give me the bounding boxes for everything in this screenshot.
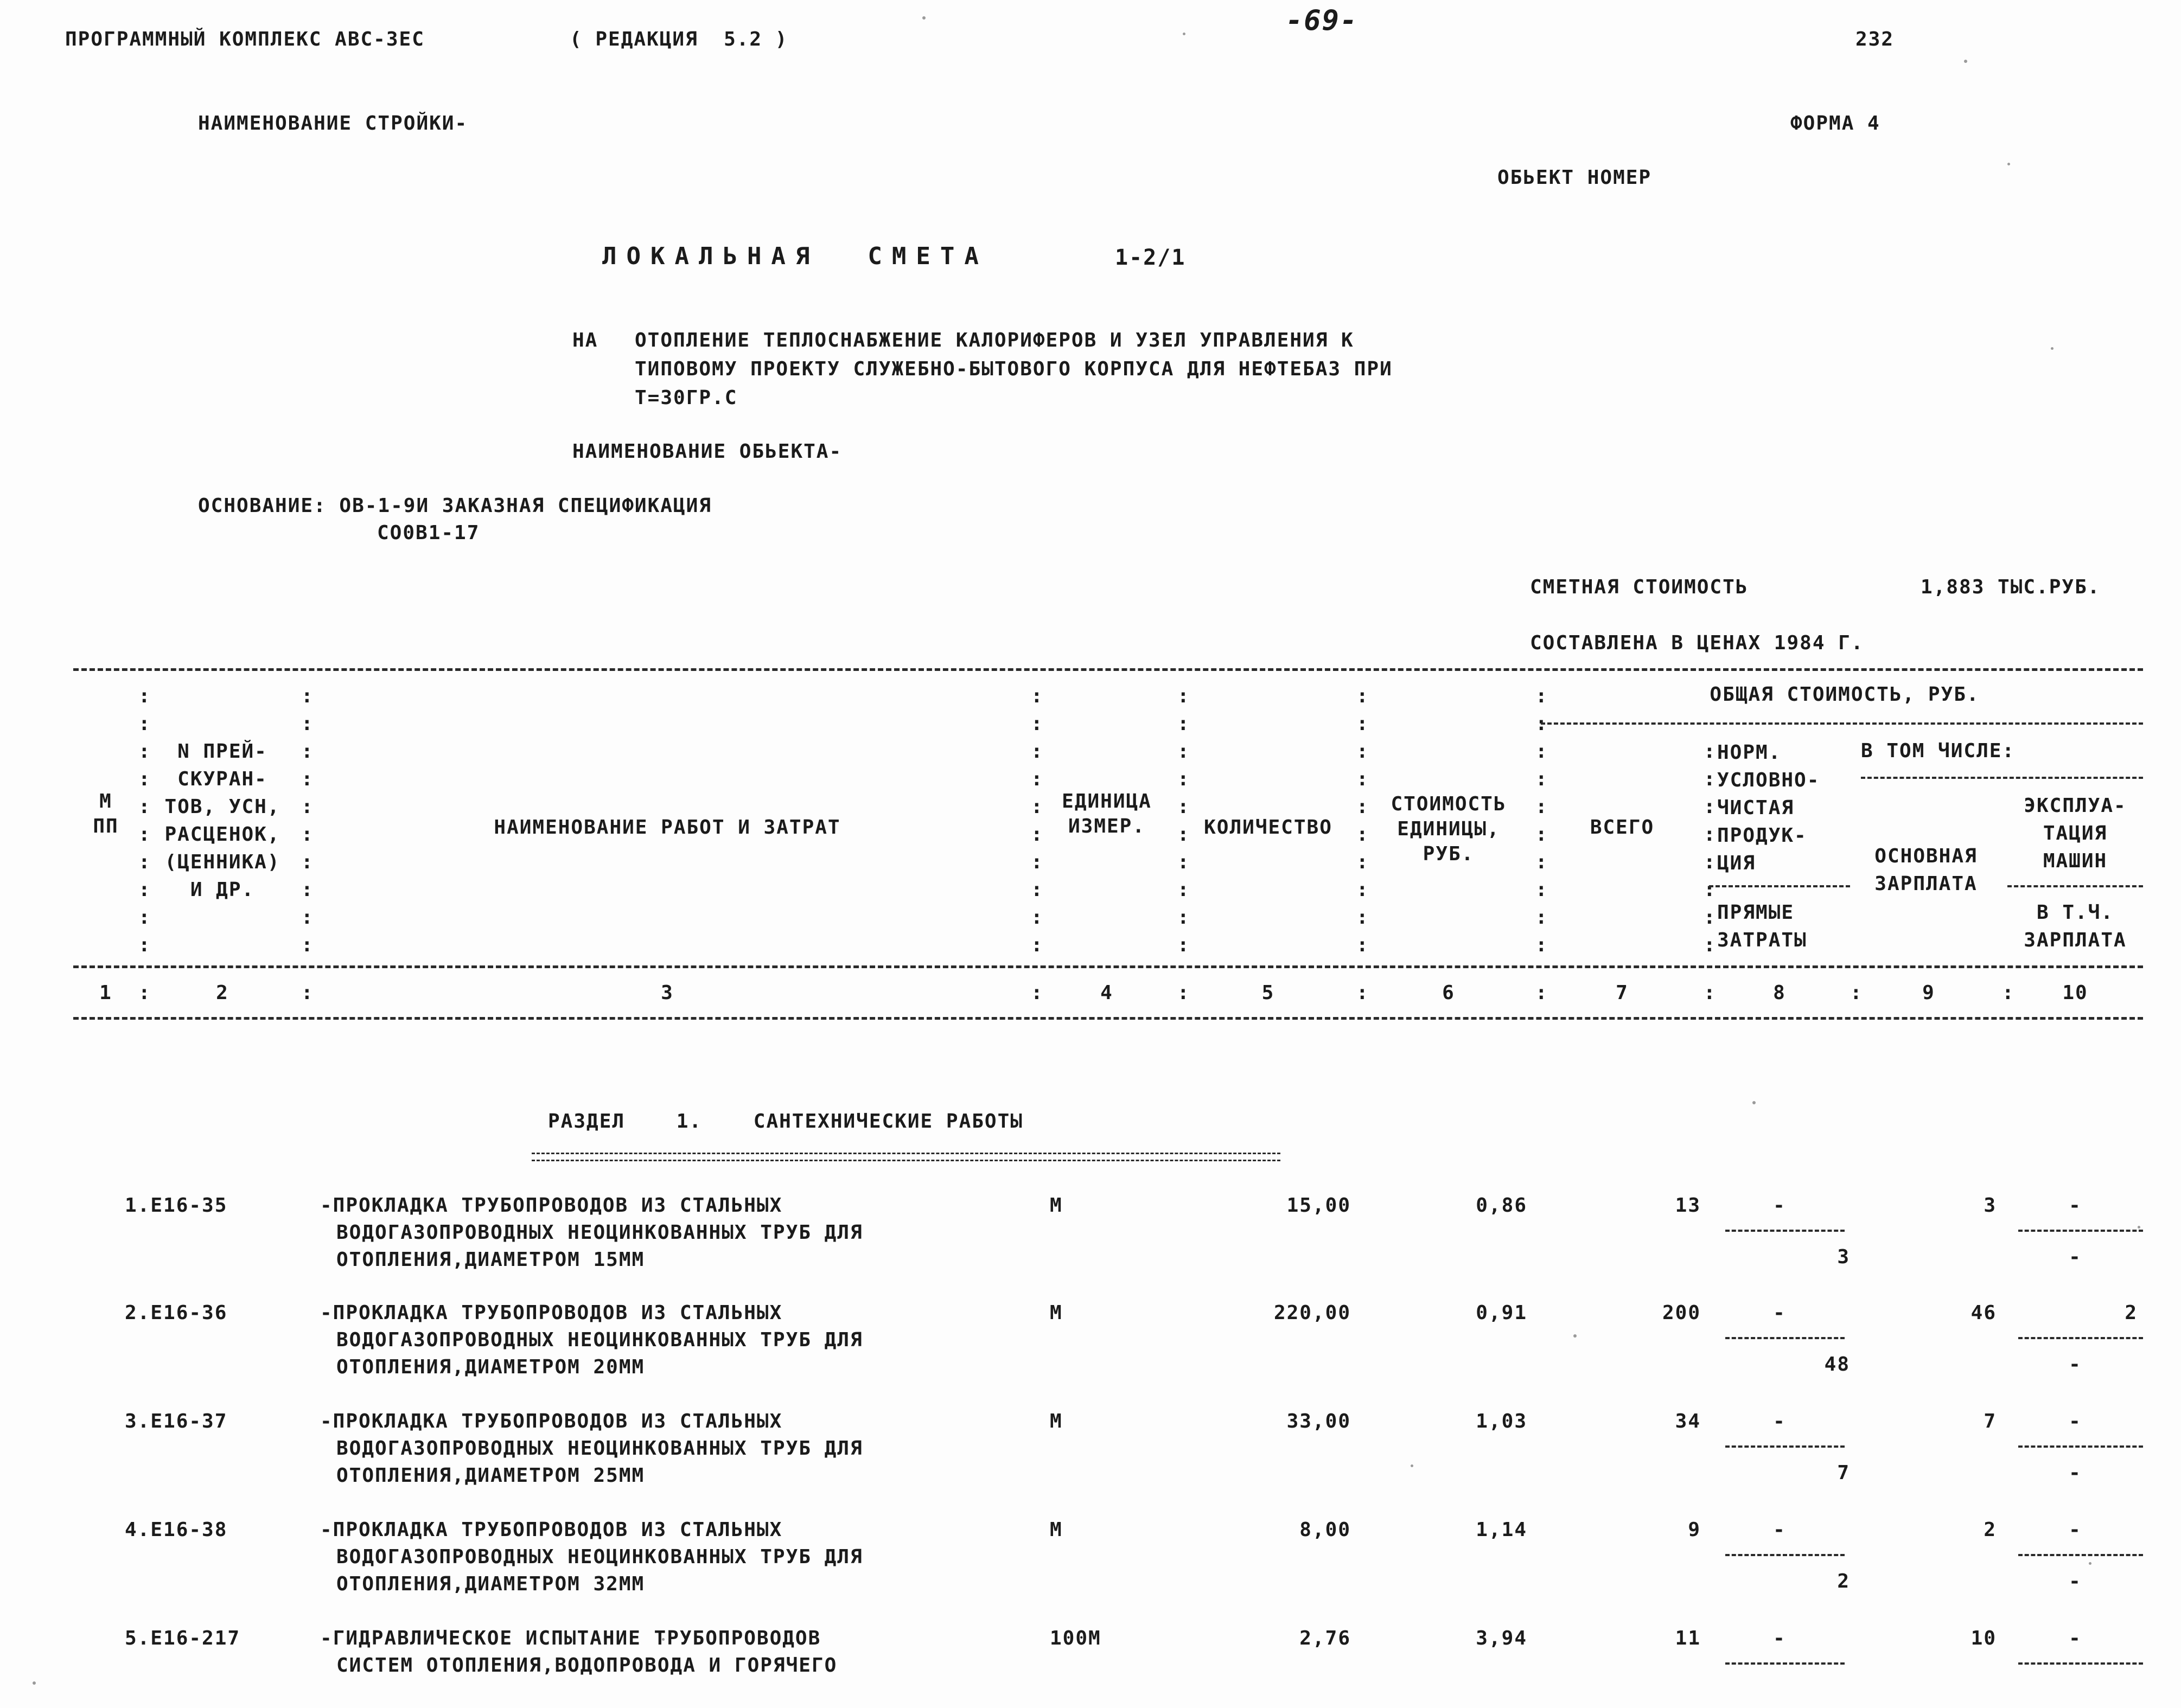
row-name-line: ОТОПЛЕНИЯ,ДИАМЕТРОМ 32ММ [336,1573,645,1595]
col-8b-header: ПРЯМЫЕ ЗАТРАТЫ [1717,901,1807,951]
col-10b-header: В Т.Ч. ЗАРПЛАТА [2024,901,2127,951]
row-total: 200 [1662,1302,1701,1324]
row-quantity: 8,00 [1299,1519,1351,1541]
row-sub-rule [1725,1337,1845,1339]
col-10-header: ЭКСПЛУА- ТАЦИЯ МАШИН [2024,795,2127,872]
number-separator: : [1535,982,1548,1004]
col-number-5: 5 [1261,982,1275,1004]
header-mid-rule [73,965,2143,968]
header-bottom-rule [73,1017,2143,1020]
program-name: ПРОГРАММНЫЙ КОМПЛЕКС АВС-3ЕС [65,28,425,50]
col-8-rule [1709,885,1850,887]
row-total: 11 [1675,1627,1701,1649]
row-machine-operation: - [2069,1519,2082,1541]
col-number-6: 6 [1442,982,1455,1004]
col-1-header: М ПП [93,790,119,837]
number-separator: : [1704,982,1717,1004]
col-number-1: 1 [99,982,112,1004]
row-quantity: 15,00 [1286,1194,1351,1217]
row-norm-production: - [1773,1519,1786,1541]
row-name-line: ВОДОГАЗОПРОВОДНЫХ НЕОЦИНКОВАННЫХ ТРУБ ДЛЯ [336,1221,863,1244]
row-name-line: ОТОПЛЕНИЯ,ДИАМЕТРОМ 25ММ [336,1464,645,1487]
row-unit-price: 0,91 [1476,1302,1527,1324]
row-machine-salary: - [2069,1570,2082,1592]
page-number: 232 [1855,28,1895,50]
estimated-cost-label: СМЕТНАЯ СТОИМОСТЬ [1530,576,1749,598]
row-total: 34 [1675,1410,1701,1432]
for-line-3: Т=30ГР.С [635,387,738,409]
row-sub-rule [2018,1445,2143,1448]
row-machine-salary: - [2069,1246,2082,1268]
row-direct-costs: 2 [1837,1570,1850,1592]
row-unit: М [1050,1194,1063,1217]
col-6-header: СТОИМОСТЬ ЕДИНИЦЫ, РУБ. [1391,793,1507,865]
construction-label: НАИМЕНОВАНИЕ СТРОЙКИ- [198,112,468,135]
row-name-line: -ПРОКЛАДКА ТРУБОПРОВОДОВ ИЗ СТАЛЬНЫХ [320,1194,783,1217]
number-separator: : [2002,982,2015,1004]
for-prefix: НА [572,329,598,351]
row-norm-production: - [1773,1302,1786,1324]
incl-header: В ТОМ ЧИСЛЕ: [1861,740,2016,762]
col-10-rule [2007,885,2143,887]
estimate-title: ЛОКАЛЬНАЯ СМЕТА [602,242,989,270]
row-name-line: ВОДОГАЗОПРОВОДНЫХ НЕОЦИНКОВАННЫХ ТРУБ ДЛЯ [336,1546,863,1568]
row-sub-rule [2018,1554,2143,1556]
estimated-cost-value: 1,883 ТЫС.РУБ. [1921,576,2101,598]
object-number: ОБЬЕКТ НОМЕР [1497,167,1652,189]
row-sub-rule [1725,1662,1845,1665]
col-number-7: 7 [1616,982,1629,1004]
row-base-salary: 7 [1984,1410,1997,1432]
row-unit: 100М [1050,1627,1101,1649]
row-name-line: ОТОПЛЕНИЯ,ДИАМЕТРОМ 15ММ [336,1249,645,1271]
number-separator: : [1356,982,1369,1004]
sheet-mark: -69- [1286,4,1359,37]
row-name-line: -ПРОКЛАДКА ТРУБОПРОВОДОВ ИЗ СТАЛЬНЫХ [320,1410,783,1432]
estimate-number: 1-2/1 [1115,245,1186,270]
row-total: 13 [1675,1194,1701,1217]
col-number-2: 2 [216,982,229,1004]
row-name-line: -ПРОКЛАДКА ТРУБОПРОВОДОВ ИЗ СТАЛЬНЫХ [320,1519,783,1541]
number-separator: : [1850,982,1863,1004]
row-sub-rule [2018,1230,2143,1232]
row-total: 9 [1688,1519,1701,1541]
row-unit: М [1050,1410,1063,1432]
section-title: РАЗДЕЛ 1. САНТЕХНИЧЕСКИЕ РАБОТЫ [548,1110,1023,1133]
col-number-9: 9 [1922,982,1935,1004]
row-norm-production: - [1773,1627,1786,1649]
section-underline [532,1153,1280,1161]
row-base-salary: 46 [1970,1302,1997,1324]
edition: ( РЕДАКЦИЯ 5.2 ) [570,28,788,50]
header-top-rule [73,668,2143,671]
row-name-line: -ПРОКЛАДКА ТРУБОПРОВОДОВ ИЗ СТАЛЬНЫХ [320,1302,783,1324]
row-unit-price: 1,14 [1476,1519,1527,1541]
row-unit-price: 0,86 [1476,1194,1527,1217]
col-number-4: 4 [1100,982,1113,1004]
row-base-salary: 3 [1984,1194,1997,1217]
number-separator: : [1031,982,1044,1004]
row-code: 4.Е16-38 [125,1519,228,1541]
row-sub-rule [1725,1230,1845,1232]
row-code: 1.Е16-35 [125,1194,228,1217]
number-separator: : [301,982,314,1004]
row-direct-costs: 3 [1837,1246,1850,1268]
row-unit: М [1050,1519,1063,1541]
row-unit: М [1050,1302,1063,1324]
col-7-header: ВСЕГО [1590,816,1655,839]
row-name-line: ВОДОГАЗОПРОВОДНЫХ НЕОЦИНКОВАННЫХ ТРУБ ДЛЯ [336,1437,863,1460]
total-cost-rule [1541,722,2143,725]
row-unit-price: 1,03 [1476,1410,1527,1432]
row-machine-salary: - [2069,1353,2082,1376]
row-code: 5.Е16-217 [125,1627,241,1649]
row-name-line: ВОДОГАЗОПРОВОДНЫХ НЕОЦИНКОВАННЫХ ТРУБ ДЛЯ [336,1329,863,1351]
col-4-header: ЕДИНИЦА ИЗМЕР. [1062,790,1152,837]
row-sub-rule [1725,1445,1845,1448]
row-machine-salary: - [2069,1462,2082,1484]
row-direct-costs: 7 [1837,1462,1850,1484]
number-separators: : [138,982,151,1004]
number-separator: : [1177,982,1190,1004]
for-line-1: ОТОПЛЕНИЕ ТЕПЛОСНАБЖЕНИЕ КАЛОРИФЕРОВ И УЗЕЛ УПРАВЛЕНИЯ К [635,329,1354,351]
row-code: 2.Е16-36 [125,1302,228,1324]
row-base-salary: 10 [1970,1627,1997,1649]
row-quantity: 220,00 [1273,1302,1351,1324]
row-name-line: -ГИДРАВЛИЧЕСКОЕ ИСПЫТАНИЕ ТРУБОПРОВОДОВ [320,1627,821,1649]
row-machine-operation: 2 [2125,1302,2138,1324]
basis-line-2: СО0В1-17 [377,522,480,544]
row-machine-operation: - [2069,1410,2082,1432]
total-cost-header: ОБЩАЯ СТОИМОСТЬ, РУБ. [1710,683,1980,706]
for-line-2: ТИПОВОМУ ПРОЕКТУ СЛУЖЕБНО-БЫТОВОГО КОРПУСА ДЛЯ НЕФТЕБАЗ ПРИ [635,358,1393,380]
row-name-line: ОТОПЛЕНИЯ,ДИАМЕТРОМ 20ММ [336,1356,645,1378]
col-3-header: НАИМЕНОВАНИЕ РАБОТ И ЗАТРАТ [494,816,841,839]
row-norm-production: - [1773,1194,1786,1217]
col-9-header: ОСНОВНАЯ ЗАРПЛАТА [1874,845,1978,895]
col-number-10: 10 [2062,982,2088,1004]
col-8-header: НОРМ. УСЛОВНО- ЧИСТАЯ ПРОДУК- ЦИЯ [1717,741,1820,874]
form-label: ФОРМА 4 [1790,112,1880,135]
row-machine-operation: - [2069,1627,2082,1649]
row-unit-price: 3,94 [1476,1627,1527,1649]
col-2-header: N ПРЕЙ- СКУРАН- ТОВ, УСН, РАСЦЕНОК, (ЦЕННИКА) И ДР. [164,740,280,901]
row-name-line: СИСТЕМ ОТОПЛЕНИЯ,ВОДОПРОВОДА И ГОРЯЧЕГО [336,1654,838,1677]
price-level: СОСТАВЛЕНА В ЦЕНАХ 1984 Г. [1530,632,1864,654]
row-sub-rule [2018,1337,2143,1339]
basis-line-1: ОСНОВАНИЕ: ОВ-1-9И ЗАКАЗНАЯ СПЕЦИФИКАЦИЯ [198,495,712,517]
col-number-3: 3 [661,982,674,1004]
row-norm-production: - [1773,1410,1786,1432]
incl-rule [1861,777,2143,779]
object-name-label: НАИМЕНОВАНИЕ ОБЬЕКТА- [572,440,843,463]
row-quantity: 2,76 [1299,1627,1351,1649]
col-5-header: КОЛИЧЕСТВО [1204,816,1332,839]
row-quantity: 33,00 [1286,1410,1351,1432]
row-sub-rule [2018,1662,2143,1665]
row-direct-costs: 48 [1824,1353,1850,1376]
row-machine-operation: - [2069,1194,2082,1217]
row-base-salary: 2 [1984,1519,1997,1541]
col-number-8: 8 [1773,982,1786,1004]
document-page: ПРОГРАММНЫЙ КОМПЛЕКС АВС-3ЕС ( РЕДАКЦИЯ 5.2 ) -69- 232 НАИМЕНОВАНИЕ СТРОЙКИ- ФОРМА 4 ОБЬЕКТ НОМЕР ЛОКАЛЬНАЯ СМЕТА 1-2/1 НА ОТОПЛЕНИЕ ТЕПЛОСНАБЖЕНИЕ КАЛОРИФЕРОВ И УЗЕЛ УПРАВЛЕНИЯ К ТИПОВОМУ ПРОЕКТУ СЛУЖЕБНО-БЫТОВОГО КОРПУСА ДЛЯ НЕФТЕБАЗ ПРИ Т=30ГР.С НАИМЕНОВАНИЕ ОБЬЕКТА- ОСНОВАНИЕ: ОВ-1-9И ЗАКАЗНАЯ СПЕЦИФИКАЦИЯ СО0В1-17 СМЕТНАЯ СТОИМОСТЬ 1,883 ТЫС.РУБ. СОСТАВЛЕНА В ЦЕНАХ 1984 Г. : : : : : : : : : : : : : : : : : : : : : : : : : : : : : : : : : : : : : : : : : : : : : : : : : : : : : : : : : : : : : : : : : : : : М ПП N ПРЕЙ- СКУРАН- ТОВ, УСН, РАСЦЕНОК, (ЦЕННИКА) И ДР. НАИМЕНОВАНИЕ РАБОТ И ЗАТРАТ ЕДИНИЦА ИЗМЕР. КОЛИЧЕСТВО СТОИМОСТЬ ЕДИНИЦЫ, РУБ. ОБЩАЯ СТОИМОСТЬ, РУБ. ВСЕГО НОРМ. УСЛОВНО- ЧИСТАЯ ПРОДУК- ЦИЯ В ТОМ ЧИСЛЕ: ОСНОВНАЯ ЗАРПЛАТА ЭКСПЛУА- ТАЦИЯ МАШИН ПРЯМЫЕ ЗАТРАТЫ В Т.Ч. ЗАРПЛАТА 1 2 3 4 5 6 7 8 9 10 : : : : : : : : : РАЗДЕЛ 1. САНТЕХНИЧЕСКИЕ РАБОТЫ 1.Е16-35 -ПРОКЛАДКА ТРУБОПРОВОДОВ ИЗ СТАЛЬНЫХ ВОДОГАЗОПРОВОДНЫХ НЕОЦИНКОВАННЫХ ТРУБ ДЛЯ ОТОПЛЕНИЯ,ДИАМЕТРОМ 15ММ М 15,00 0,86 13 - 3 3 - - 2.Е16-36 -ПРОКЛАДКА ТРУБОПРОВОДОВ ИЗ СТАЛЬНЫХ ВОДОГАЗОПРОВОДНЫХ НЕОЦИНКОВАННЫХ ТРУБ ДЛЯ ОТОПЛЕНИЯ,ДИАМЕТРОМ 20ММ М 220,00 0,91 200 - 48 46 2 - 3.Е16-37 -ПРОКЛАДКА ТРУБОПРОВОДОВ ИЗ СТАЛЬНЫХ ВОДОГАЗОПРОВОДНЫХ НЕОЦИНКОВАННЫХ ТРУБ ДЛЯ ОТОПЛЕНИЯ,ДИАМЕТРОМ 25ММ М 33,00 1,03 34 - 7 7 - - 4.Е16-38 -ПРОКЛАДКА ТРУБОПРОВОДОВ ИЗ СТАЛЬНЫХ ВОДОГАЗОПРОВОДНЫХ НЕОЦИНКОВАННЫХ ТРУБ ДЛЯ ОТОПЛЕНИЯ,ДИАМЕТРОМ 32ММ М 8,00 1,14 9 - 2 2 - - 5.Е16-217 -ГИДРАВЛИЧЕСКОЕ ИСПЫТАНИЕ ТРУБОПРОВОДОВ СИСТЕМ ОТОПЛЕНИЯ,ВОДОПРОВОДА И ГОРЯЧЕГО 100М 2,76 3,94 11 - 10 - [0,0,2181,1708]
row-code: 3.Е16-37 [125,1410,228,1432]
row-sub-rule [1725,1554,1845,1556]
